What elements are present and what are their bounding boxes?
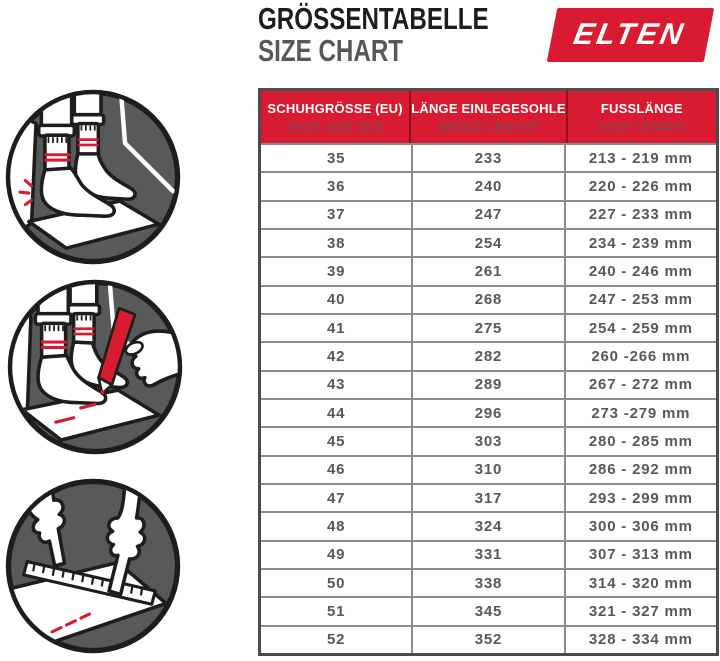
insole-length-cell: 261 [413,258,565,284]
shoe-size-cell: 49 [261,542,413,568]
foot-length-cell: 240 - 246 mm [588,262,693,280]
foot-length-cell: 260 -266 mm [591,347,691,365]
foot-length-cell: 314 - 320 mm [588,574,693,592]
shoe-size-cell: 47 [261,485,413,511]
shoe-size-cell: 39 [261,258,413,284]
foot-length-cell: 273 -279 mm [591,404,691,422]
insole-length-cell: 247 [413,202,565,228]
shoe-size-cell: 37 [261,202,413,228]
insole-length-cell: 240 [413,173,565,199]
column-label-german: SCHUHGRÖSSE (EU) [267,100,403,116]
insole-length-cell: 324 [413,513,565,539]
table-row [261,313,716,341]
shoe-size-cell: 40 [261,287,413,313]
table-row [261,143,716,171]
insole-length-cell: 352 [413,627,565,653]
column-label-german: FUSSLÄNGE [600,100,683,116]
shoe-size-cell: 52 [261,627,413,653]
shoe-size-cell: 50 [261,570,413,596]
table-row [261,256,716,284]
shoe-size-cell: 36 [261,173,413,199]
column-label-english: INSOLE LENGHT [437,119,540,134]
shoe-size-cell: 35 [261,145,413,171]
foot-length-cell: 307 - 313 mm [588,546,693,564]
shoe-size-cell: 51 [261,598,413,624]
column-header-insole-length [411,91,568,143]
shoe-size-cell: 44 [261,400,413,426]
mark-toes-with-pen-icon [6,278,184,456]
measure-with-ruler-icon [4,477,182,655]
foot-length-cell: 247 - 253 mm [588,291,693,309]
table-row [261,228,716,256]
table-row [261,285,716,313]
size-table-body [261,143,716,653]
table-row [261,370,716,398]
foot-length-cell: 321 - 327 mm [588,602,693,620]
shoe-size-cell: 41 [261,315,413,341]
insole-length-cell: 233 [413,145,565,171]
foot-length-cell: 254 - 259 mm [588,319,693,337]
foot-length-cell: 213 - 219 mm [588,149,693,167]
column-label-english: SHOE SIZE (EU) [287,119,384,134]
elten-logo [547,8,714,62]
foot-length-cell: 300 - 306 mm [588,517,693,535]
foot-length-cell: 293 - 299 mm [588,489,693,507]
table-row [261,568,716,596]
elten-logo-text: ELTEN [570,18,689,51]
insole-length-cell: 345 [413,598,565,624]
foot-length-cell: 286 - 292 mm [588,461,693,479]
table-row [261,540,716,568]
table-row [261,596,716,624]
size-table [258,88,719,656]
insole-length-cell: 310 [413,457,565,483]
column-header-foot-length [568,91,716,143]
insole-length-cell: 254 [413,230,565,256]
table-row [261,511,716,539]
foot-length-cell: 280 - 285 mm [588,432,693,450]
table-row [261,341,716,369]
foot-length-cell: 267 - 272 mm [588,376,693,394]
page-title-english: SIZE CHART [258,32,404,68]
insole-length-cell: 268 [413,287,565,313]
table-row [261,455,716,483]
page-title-german: GRÖSSENTABELLE [258,1,489,36]
shoe-size-cell: 43 [261,372,413,398]
shoe-size-cell: 42 [261,343,413,369]
table-row [261,171,716,199]
foot-length-cell: 227 - 233 mm [588,206,693,224]
column-header-shoe-size [261,91,411,143]
table-row [261,483,716,511]
insole-length-cell: 289 [413,372,565,398]
table-row [261,426,716,454]
shoe-size-cell: 38 [261,230,413,256]
table-row [261,200,716,228]
insole-length-cell: 317 [413,485,565,511]
table-row [261,625,716,653]
column-label-german: LÄNGE EINLEGESOHLE [411,100,566,116]
foot-length-cell: 220 - 226 mm [588,177,693,195]
shoe-size-cell: 45 [261,428,413,454]
foot-length-cell: 328 - 334 mm [588,631,693,649]
insole-length-cell: 282 [413,343,565,369]
foot-length-cell: 234 - 239 mm [588,234,693,252]
shoe-size-cell: 48 [261,513,413,539]
table-row [261,398,716,426]
insole-length-cell: 275 [413,315,565,341]
insole-length-cell: 303 [413,428,565,454]
title-block [258,3,554,66]
shoe-size-cell: 46 [261,457,413,483]
insole-length-cell: 338 [413,570,565,596]
size-table-header [261,91,716,143]
heel-against-wall-icon [4,88,182,266]
column-label-english: FOOT LENGHT [597,119,687,134]
insole-length-cell: 331 [413,542,565,568]
insole-length-cell: 296 [413,400,565,426]
